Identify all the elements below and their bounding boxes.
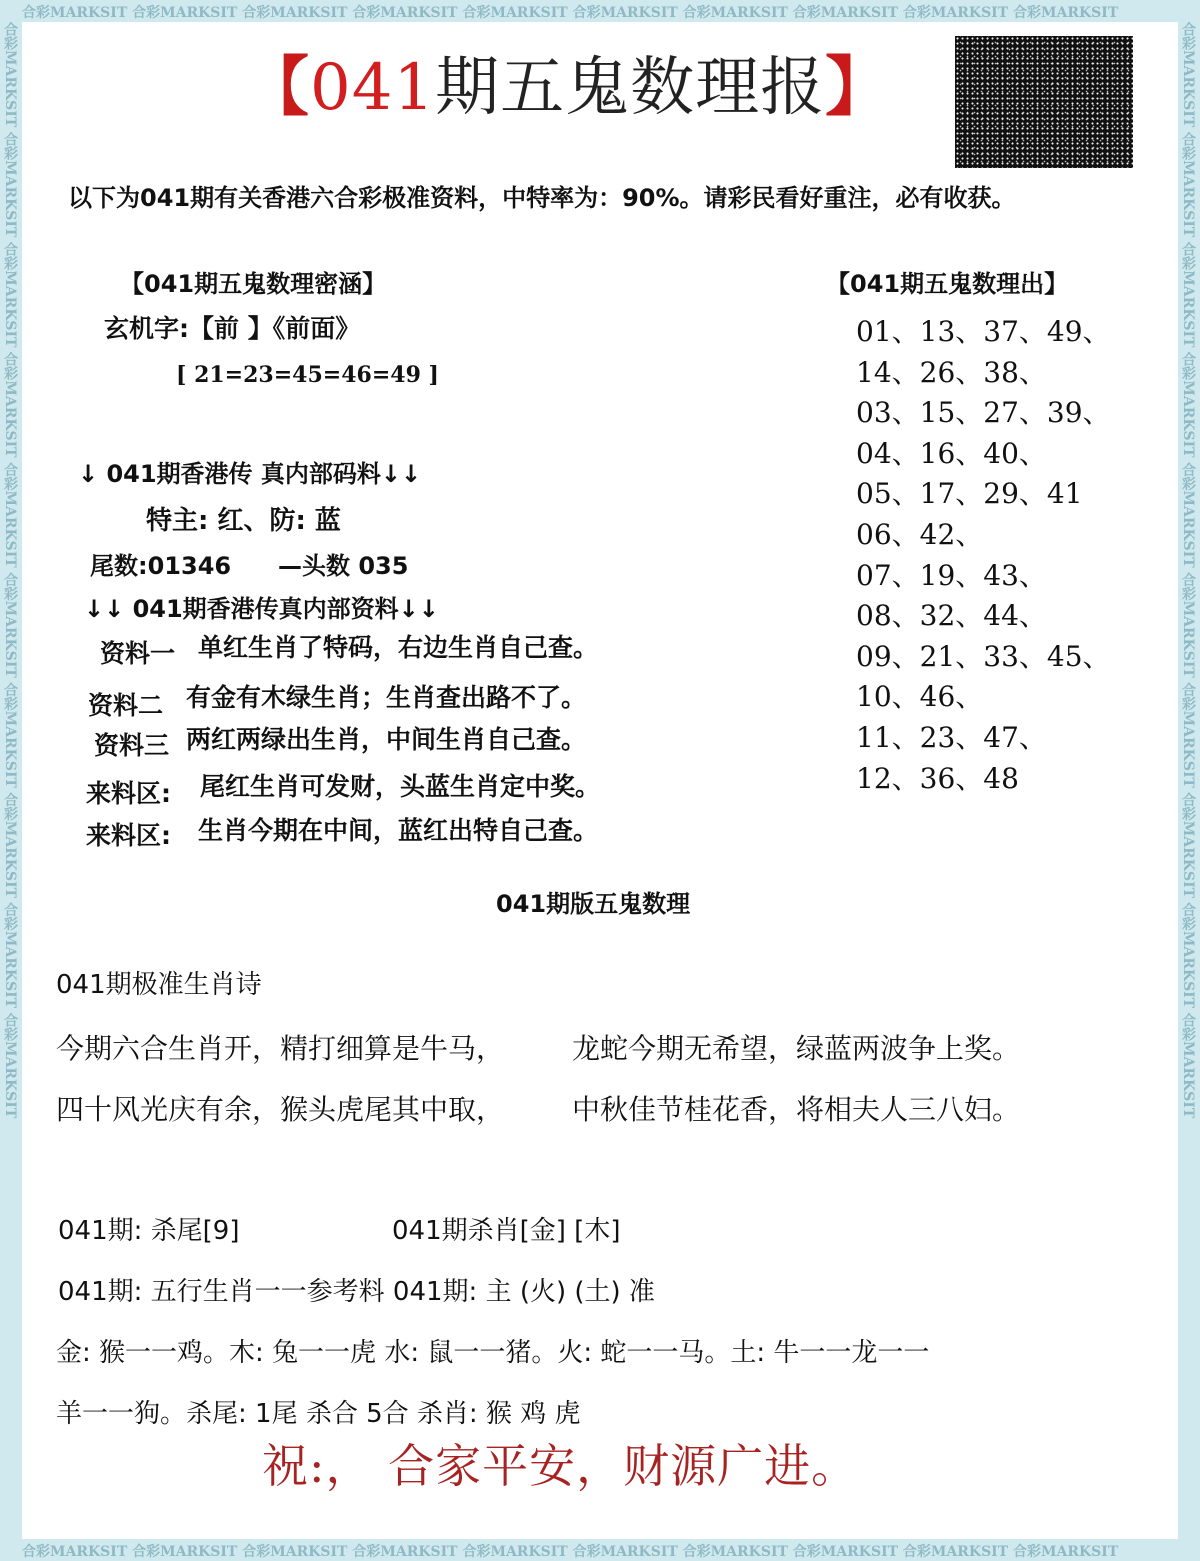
number-row: 09、21、33、45、: [856, 639, 1111, 673]
number-row: 04、16、40、: [856, 436, 1047, 470]
element-line-a: 金: 猴一一鸡。木: 兔一一虎 水: 鼠一一猪。火: 蛇一一马。土: 牛一一龙一一: [56, 1338, 930, 1368]
head-numbers: —头数 035: [278, 552, 409, 580]
watermark-bottom: 合彩MARKSIT 合彩MARKSIT 合彩MARKSIT 合彩MARKSIT 合彩MARKSIT 合彩MARKSIT 合彩MARKSIT 合彩MARKSIT 合彩MARKSIT 合彩MARKSIT: [22, 1544, 1119, 1559]
number-list: [856, 312, 1111, 799]
number-row: 14、26、38、: [856, 355, 1047, 389]
info-label-5: 来料区:: [86, 821, 171, 850]
blessing-text: 祝:， 合家平安，财源广进。: [262, 1439, 859, 1493]
number-row: 11、23、47、: [856, 720, 1047, 754]
number-row: 07、19、43、: [856, 558, 1047, 592]
watermark-left: 合彩MARKSIT 合彩MARKSIT 合彩MARKSIT 合彩MARKSIT 合彩MARKSIT 合彩MARKSIT 合彩MARKSIT 合彩MARKSIT 合彩MARKSIT 合彩MARKSIT: [2, 22, 18, 1119]
info-label-2: 资料二: [88, 691, 164, 720]
title-open-bracket: 【: [245, 50, 310, 125]
tail-numbers: 尾数:01346: [90, 552, 232, 580]
special-main-text: 特主: 红、防: 蓝: [146, 506, 341, 536]
wuxing-text: 041期: 五行生肖一一参考料 041期: 主 (火) (土) 准: [58, 1277, 655, 1307]
watermark-top: 合彩MARKSIT 合彩MARKSIT 合彩MARKSIT 合彩MARKSIT 合彩MARKSIT 合彩MARKSIT 合彩MARKSIT 合彩MARKSIT 合彩MARKSIT 合彩MARKSIT: [22, 5, 1119, 20]
page-title: [245, 48, 890, 128]
element-line-b: 羊一一狗。杀尾: 1尾 杀合 5合 杀肖: 猴 鸡 虎: [56, 1399, 581, 1429]
info-text-2: 有金有木绿生肖；生肖查出路不了。: [186, 683, 587, 712]
number-row: 08、32、44、: [856, 599, 1047, 633]
poem-line-1a: 今期六合生肖开，精打细算是牛马，: [56, 1032, 505, 1065]
kill-zodiac-text: 041期杀肖[金] [木]: [392, 1216, 621, 1246]
poem-line-2a: 四十风光庆有余，猴头虎尾其中取，: [56, 1093, 505, 1126]
version-title: 041期版五鬼数理: [496, 890, 691, 918]
info-text-1: 单红生肖了特码，右边生肖自己查。: [198, 633, 599, 662]
title-issue-number: 041: [310, 51, 436, 125]
number-row: 03、15、27、39、: [856, 396, 1111, 430]
watermark-right: 合彩MARKSIT 合彩MARKSIT 合彩MARKSIT 合彩MARKSIT 合彩MARKSIT 合彩MARKSIT 合彩MARKSIT 合彩MARKSIT 合彩MARKSIT 合彩MARKSIT: [1180, 22, 1196, 1119]
intro-text: 以下为041期有关香港六合彩极准资料，中特率为：90%。请彩民看好重注，必有收获。: [68, 184, 1016, 212]
qr-code-image: [955, 36, 1133, 168]
number-row: 10、46、: [856, 680, 984, 714]
number-row: 05、17、29、41: [856, 477, 1083, 511]
section-info-heading: ↓↓ 041期香港传真内部资料↓↓: [84, 595, 439, 623]
number-row: 01、13、37、49、: [856, 315, 1111, 348]
kill-tail-text: 041期: 杀尾[9]: [58, 1216, 240, 1246]
info-text-4: 尾红生肖可发财，头蓝生肖定中奖。: [200, 772, 601, 801]
poem-line-1b: 龙蛇今期无希望，绿蓝两波争上奖。: [572, 1032, 1021, 1065]
info-text-3: 两红两绿出生肖，中间生肖自己查。: [186, 725, 587, 754]
right-heading: 【041期五鬼数理出】: [826, 270, 1069, 298]
info-label-1: 资料一: [100, 639, 176, 668]
number-row: 12、36、48: [856, 761, 1019, 795]
left-heading: 【041期五鬼数理密涵】: [120, 270, 387, 298]
poem-title: 041期极准生肖诗: [56, 970, 262, 1000]
info-label-4: 来料区:: [86, 779, 171, 808]
title-text: 期五鬼数理报: [435, 51, 826, 125]
xuanji-numbers: [ 21=23=45=46=49 ]: [176, 362, 439, 388]
poem-line-2b: 中秋佳节桂花香，将相夫人三八妇。: [572, 1093, 1021, 1126]
info-label-3: 资料三: [94, 731, 170, 760]
number-row: 06、42、: [856, 517, 984, 551]
info-text-5: 生肖今期在中间，蓝红出特自己查。: [198, 816, 599, 845]
title-close-bracket: 】: [825, 50, 891, 125]
section-code-heading: ↓ 041期香港传 真内部码料↓↓: [78, 460, 422, 488]
xuanji-text: 玄机字:【前 】《前面》: [104, 314, 361, 343]
